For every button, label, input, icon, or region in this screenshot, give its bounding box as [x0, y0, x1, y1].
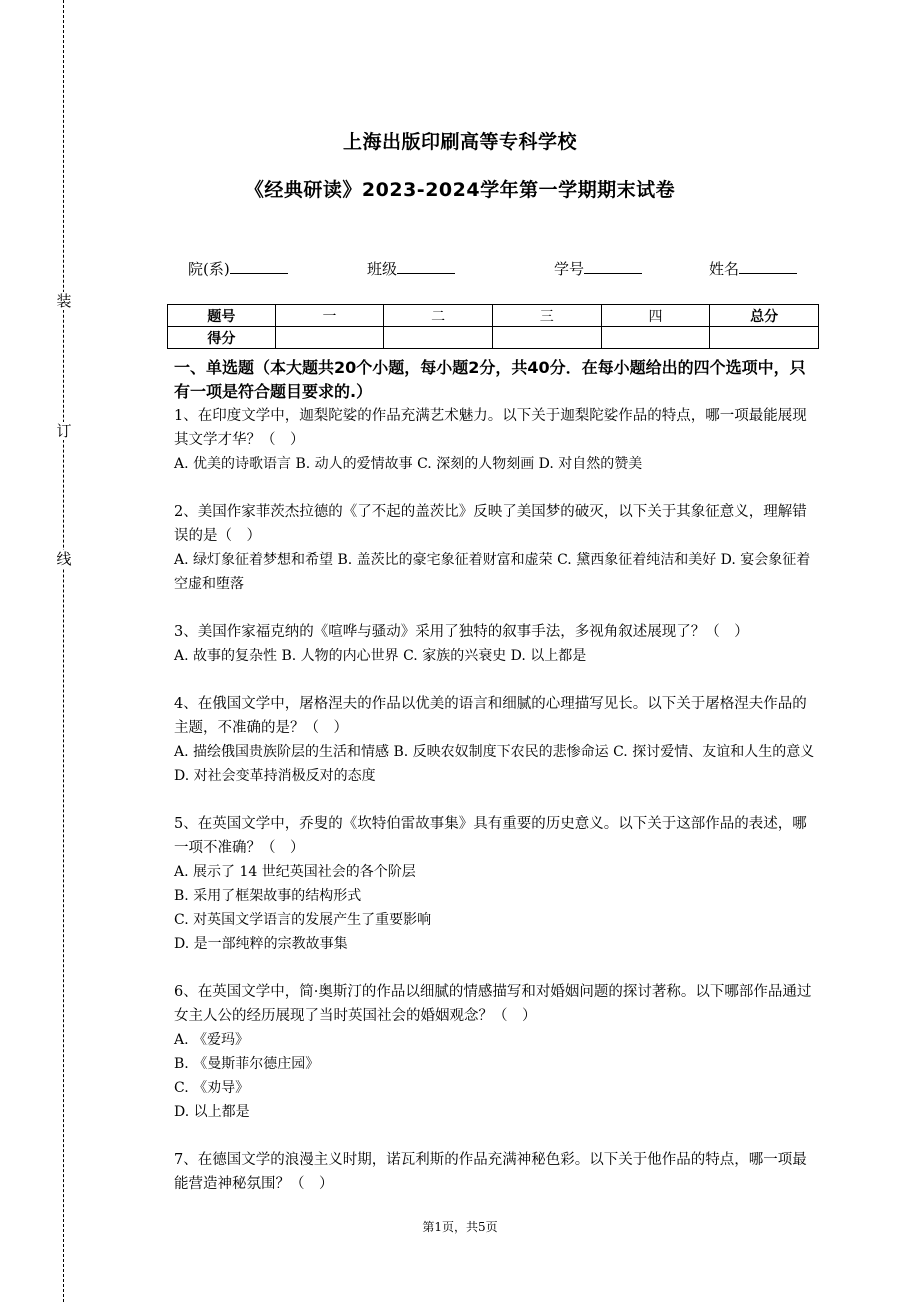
column-header: 一	[275, 305, 384, 327]
question-stem: 7、在德国文学的浪漫主义时期，诺瓦利斯的作品充满神秘色彩。以下关于他作品的特点，哪一项最能营造神秘氛围？（ ）	[174, 1152, 807, 1192]
question-1	[174, 404, 820, 476]
question-2	[174, 500, 820, 596]
department-blank[interactable]	[230, 259, 288, 274]
name-label: 姓名	[709, 260, 740, 278]
binding-char-ding: 订	[56, 422, 72, 440]
question-content	[174, 356, 820, 1196]
question-3	[174, 620, 820, 668]
question-stem: 4、在俄国文学中，屠格涅夫的作品以优美的语言和细腻的心理描写见长。以下关于屠格涅夫作品的主题，不准确的是？（ ）	[174, 696, 807, 736]
student-id-label: 学号	[554, 260, 585, 278]
question-stem: 3、美国作家福克纳的《喧哗与骚动》采用了独特的叙事手法，多视角叙述展现了？（ ）	[174, 624, 749, 640]
student-id-field[interactable]	[554, 258, 642, 279]
question-option: B. 采用了框架故事的结构形式	[174, 888, 362, 904]
score-table-header-row	[168, 305, 819, 327]
score-cell[interactable]	[384, 327, 493, 349]
question-options: A. 描绘俄国贵族阶层的生活和情感 B. 反映农奴制度下农民的悲惨命运 C. 探讨爱情、友谊和人生的意义 D. 对社会变革持消极反对的态度	[174, 744, 815, 784]
department-label: 院(系)	[188, 260, 230, 278]
question-option: A. 展示了 14 世纪英国社会的各个阶层	[174, 864, 416, 880]
score-label: 得分	[168, 327, 276, 349]
section-heading: 一、单选题（本大题共20个小题，每小题2分，共40分．在每小题给出的四个选项中，只有一项是符合题目要求的.）	[174, 358, 806, 401]
score-cell[interactable]	[601, 327, 710, 349]
question-options: A. 故事的复杂性 B. 人物的内心世界 C. 家族的兴衰史 D. 以上都是	[174, 648, 587, 664]
binding-char-zhuang: 装	[56, 292, 72, 310]
name-blank[interactable]	[739, 259, 797, 274]
question-stem: 2、美国作家菲茨杰拉德的《了不起的盖茨比》反映了美国梦的破灭，以下关于其象征意义，理解错误的是（ ）	[174, 504, 807, 544]
total-score-header: 总分	[710, 305, 819, 327]
class-field[interactable]	[367, 258, 455, 279]
question-option: B. 《曼斯菲尔德庄园》	[174, 1056, 320, 1072]
score-table-score-row	[168, 327, 819, 349]
question-option: C. 对英国文学语言的发展产生了重要影响	[174, 912, 432, 928]
question-4	[174, 692, 820, 788]
score-cell[interactable]	[710, 327, 819, 349]
school-name: 上海出版印刷高等专科学校	[342, 131, 577, 153]
score-table	[167, 304, 819, 349]
binding-char-xian: 线	[56, 550, 72, 568]
question-option: C. 《劝导》	[174, 1080, 250, 1096]
student-info-row	[0, 258, 920, 280]
class-label: 班级	[367, 260, 398, 278]
question-6	[174, 980, 820, 1124]
exam-title: 《经典研读》2023-2024学年第一学期期末试卷	[244, 179, 676, 201]
question-5	[174, 812, 820, 956]
question-stem: 1、在印度文学中，迦梨陀娑的作品充满艺术魅力。以下关于迦梨陀娑作品的特点，哪一项最能展现其文学才华？（ ）	[174, 408, 807, 448]
student-id-blank[interactable]	[584, 259, 642, 274]
score-cell[interactable]	[492, 327, 601, 349]
question-7	[174, 1148, 820, 1196]
score-cell[interactable]	[275, 327, 384, 349]
question-option: D. 是一部纯粹的宗教故事集	[174, 936, 348, 952]
question-options: A. 优美的诗歌语言 B. 动人的爱情故事 C. 深刻的人物刻画 D. 对自然的赞美	[174, 456, 643, 472]
column-header: 三	[492, 305, 601, 327]
column-header: 四	[601, 305, 710, 327]
page-footer: 第1页，共5页	[422, 1220, 498, 1234]
department-field[interactable]	[188, 258, 288, 279]
question-option: A. 《爱玛》	[174, 1032, 250, 1048]
question-options: A. 绿灯象征着梦想和希望 B. 盖茨比的豪宅象征着财富和虚荣 C. 黛西象征着纯洁和美好 D. 宴会象征着空虚和堕落	[174, 552, 811, 592]
question-stem: 6、在英国文学中，简·奥斯汀的作品以细腻的情感描写和对婚姻问题的探讨著称。以下哪部作品通过女主人公的经历展现了当时英国社会的婚姻观念？（ ）	[174, 984, 812, 1024]
class-blank[interactable]	[397, 259, 455, 274]
question-stem: 5、在英国文学中，乔叟的《坎特伯雷故事集》具有重要的历史意义。以下关于这部作品的表述，哪一项不准确？（ ）	[174, 816, 807, 856]
column-header: 二	[384, 305, 493, 327]
name-field[interactable]	[709, 258, 797, 279]
question-option: D. 以上都是	[174, 1104, 250, 1120]
question-number-label: 题号	[168, 305, 276, 327]
